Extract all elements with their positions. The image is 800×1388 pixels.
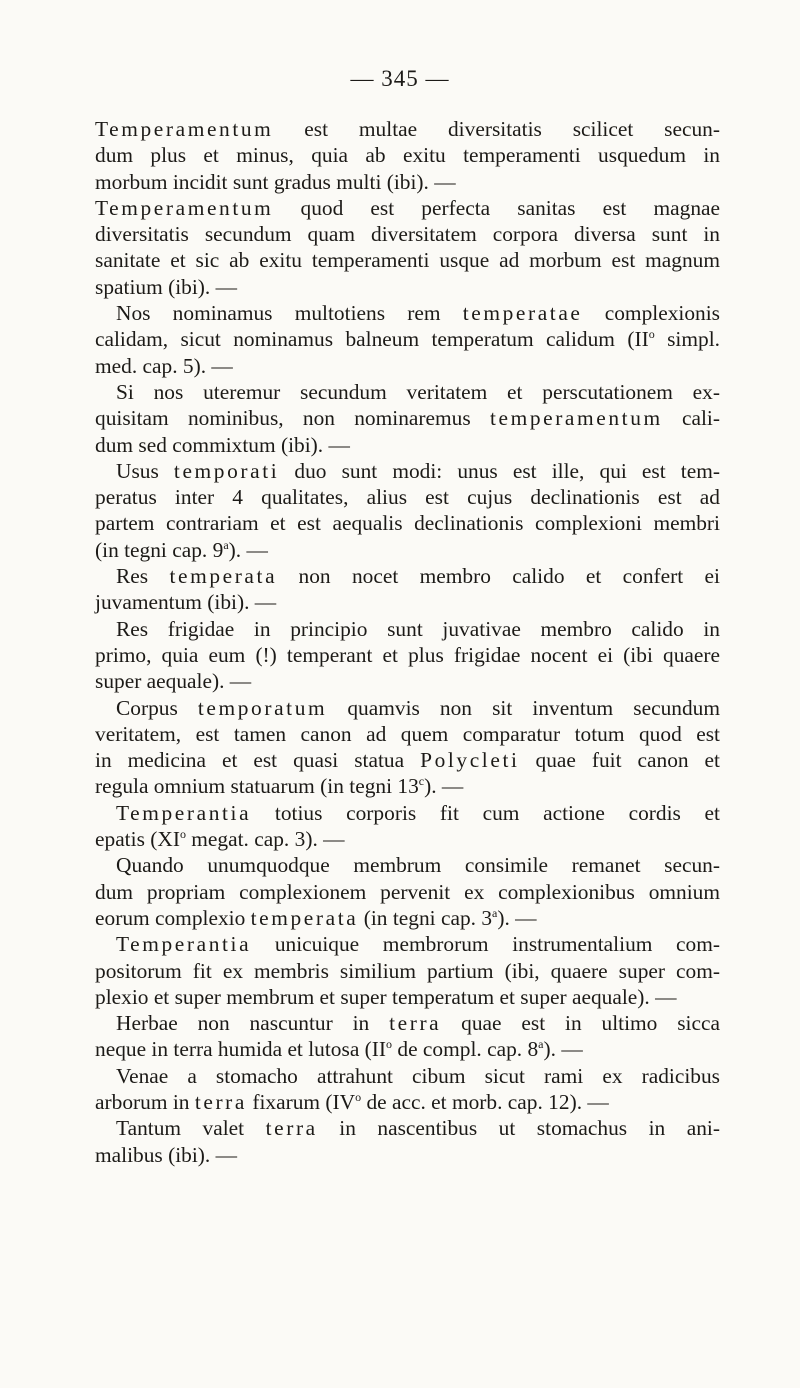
- text-run: plexio et super membrum et super temperatum et super aequale). —: [95, 984, 677, 1009]
- spaced-term: temperata: [169, 564, 278, 589]
- text-run: Res: [116, 564, 170, 589]
- text-line: [95, 379, 720, 405]
- text-line: [95, 1063, 720, 1089]
- text-line: [95, 721, 720, 747]
- spaced-term: temperatae: [462, 301, 583, 326]
- text-line: [95, 1142, 720, 1168]
- spaced-term: Temperamentum: [95, 195, 274, 220]
- page-number: — 345 —: [350, 66, 450, 91]
- text-run: spatium (ibi). —: [95, 274, 237, 299]
- text-run: in medicina et est quasi statua: [95, 748, 421, 773]
- text-run: quisitam nominibus, non nominaremus: [95, 406, 490, 431]
- text-run: dum plus et minus, quia ab exitu temperamenti usquedum in: [95, 143, 720, 168]
- text-line: [95, 984, 720, 1010]
- text-run: positorum fit ex membris similium partium (ibi, quaere super com-: [95, 958, 720, 983]
- text-line: [95, 1115, 720, 1141]
- text-line: [95, 537, 720, 563]
- text-run: est multae diversitatis scilicet secun-: [273, 117, 720, 141]
- text-line: [95, 458, 720, 484]
- text-run: neque in terra humida et lutosa (II: [95, 1037, 387, 1062]
- spaced-term: Temperantia: [116, 932, 252, 957]
- text-line: [95, 484, 720, 510]
- text-run: peratus inter 4 qualitates, alius est cujus declinationis est ad: [95, 485, 720, 510]
- spaced-term: temperata: [250, 905, 359, 930]
- text-run: super aequale). —: [95, 669, 252, 694]
- superscript: o: [648, 327, 655, 342]
- text-run: dum propriam complexionem pervenit ex complexionibus omnium: [95, 879, 720, 904]
- superscript: o: [355, 1089, 362, 1104]
- superscript: c: [418, 774, 425, 789]
- text-run: totius corporis fit cum actione cordis et: [251, 800, 720, 825]
- text-run: Tantum valet: [116, 1116, 266, 1141]
- text-run: de acc. et morb. cap. 12). —: [361, 1089, 609, 1114]
- text-run: calidam, sicut nominamus balneum temperatum calidum (II: [95, 327, 649, 352]
- text-line: [95, 1036, 720, 1062]
- text-run: non nocet membro calido et confert ei: [277, 564, 720, 589]
- text-line: [95, 695, 720, 721]
- text-line: [95, 852, 720, 878]
- text-run: malibus (ibi). —: [95, 1142, 237, 1167]
- text-run: duo sunt modi: unus est ille, qui est tem-: [279, 458, 720, 483]
- spaced-term: terra: [194, 1089, 247, 1114]
- text-run: in nascentibus ut stomachus in ani-: [317, 1116, 720, 1141]
- text-run: cali-: [662, 406, 720, 431]
- text-line: [95, 1089, 720, 1115]
- superscript: a: [223, 537, 229, 552]
- text-line: [95, 195, 720, 221]
- text-run: juvamentum (ibi). —: [95, 590, 277, 615]
- text-line: [95, 221, 720, 247]
- superscript: a: [538, 1037, 544, 1052]
- text-run: diversitatis secundum quam diversitatem corpora diversa sunt in: [95, 222, 720, 247]
- text-run: epatis (XI: [95, 827, 180, 852]
- text-line: [95, 905, 720, 931]
- text-run: unicuique membrorum instrumentalium com-: [251, 932, 720, 957]
- text-line: [95, 747, 720, 773]
- text-run: complexionis: [582, 301, 720, 326]
- spaced-term: Temperantia: [116, 800, 252, 825]
- text-line: [95, 169, 720, 195]
- text-line: [95, 800, 720, 826]
- text-line: [95, 642, 720, 668]
- text-run: ). —: [228, 537, 268, 562]
- text-run: Res frigidae in principio sunt juvativae membro calido in: [116, 616, 720, 641]
- text-line: [95, 589, 720, 615]
- text-run: Venae a stomacho attrahunt cibum sicut rami ex radicibus: [116, 1063, 720, 1088]
- spaced-term: Temperamentum: [95, 117, 274, 141]
- text-run: quae fuit canon et: [519, 748, 720, 773]
- text-run: partem contrariam et est aequalis declinationis complexioni membri: [95, 511, 720, 536]
- text-run: (in tegni cap. 9: [95, 537, 224, 562]
- superscript: o: [179, 827, 186, 842]
- text-run: morbum incidit sunt gradus multi (ibi). —: [95, 169, 456, 194]
- spaced-term: terra: [389, 1011, 442, 1036]
- text-line: [95, 958, 720, 984]
- text-run: quae est in ultimo sicca: [441, 1011, 720, 1036]
- text-run: sanitate et sic ab exitu temperamenti usque ad morbum est magnum: [95, 248, 720, 273]
- text-run: (in tegni cap. 3: [358, 905, 493, 930]
- text-run: Herbae non nascuntur in: [116, 1011, 390, 1036]
- spaced-term: temporatum: [197, 695, 328, 720]
- spaced-term: temperamentum: [489, 406, 663, 431]
- text-run: quamvis non sit inventum secundum: [327, 695, 720, 720]
- text-run: Corpus: [116, 695, 198, 720]
- text-run: Si nos uteremur secundum veritatem et perscutationem ex-: [116, 379, 720, 404]
- text-run: simpl.: [654, 327, 720, 352]
- text-line: [95, 326, 720, 352]
- text-run: regula omnium statuarum (in tegni 13: [95, 774, 419, 799]
- text-line: [95, 1010, 720, 1036]
- text-run: ). —: [424, 774, 464, 799]
- superscript: o: [386, 1037, 393, 1052]
- text-line: [95, 879, 720, 905]
- text-line: [95, 616, 720, 642]
- text-run: med. cap. 5). —: [95, 353, 233, 378]
- text-line: [95, 510, 720, 536]
- text-line: [95, 563, 720, 589]
- text-run: veritatem, est tamen canon ad quem comparatur totum quod est: [95, 721, 720, 746]
- spaced-term: temporati: [173, 458, 280, 483]
- text-run: quod est perfecta sanitas est magnae: [273, 195, 720, 220]
- text-line: [95, 432, 720, 458]
- text-line: [95, 931, 720, 957]
- text-line: [95, 826, 720, 852]
- text-line: [95, 247, 720, 273]
- text-run: Usus: [116, 458, 174, 483]
- text-run: arborum in: [95, 1089, 195, 1114]
- body-text: [95, 116, 720, 1168]
- text-line: [95, 116, 720, 142]
- text-run: fixarum (IV: [247, 1089, 356, 1114]
- text-line: [95, 274, 720, 300]
- text-run: Nos nominamus multotiens rem: [116, 301, 463, 326]
- superscript: a: [492, 905, 498, 920]
- text-line: [95, 668, 720, 694]
- text-run: primo, quia eum (!) temperant et plus frigidae nocent ei (ibi quaere: [95, 642, 720, 667]
- text-run: eorum complexio: [95, 905, 251, 930]
- text-run: dum sed commixtum (ibi). —: [95, 432, 350, 457]
- text-line: [95, 142, 720, 168]
- text-run: ). —: [497, 905, 537, 930]
- text-line: [95, 353, 720, 379]
- text-run: de compl. cap. 8: [392, 1037, 539, 1062]
- text-run: megat. cap. 3). —: [185, 827, 345, 852]
- spaced-term: terra: [265, 1116, 318, 1141]
- text-run: ). —: [543, 1037, 583, 1062]
- text-line: [95, 405, 720, 431]
- spaced-term: Polycleti: [420, 748, 520, 773]
- text-line: [95, 773, 720, 799]
- text-run: Quando unumquodque membrum consimile remanet secun-: [116, 853, 720, 878]
- text-line: [95, 300, 720, 326]
